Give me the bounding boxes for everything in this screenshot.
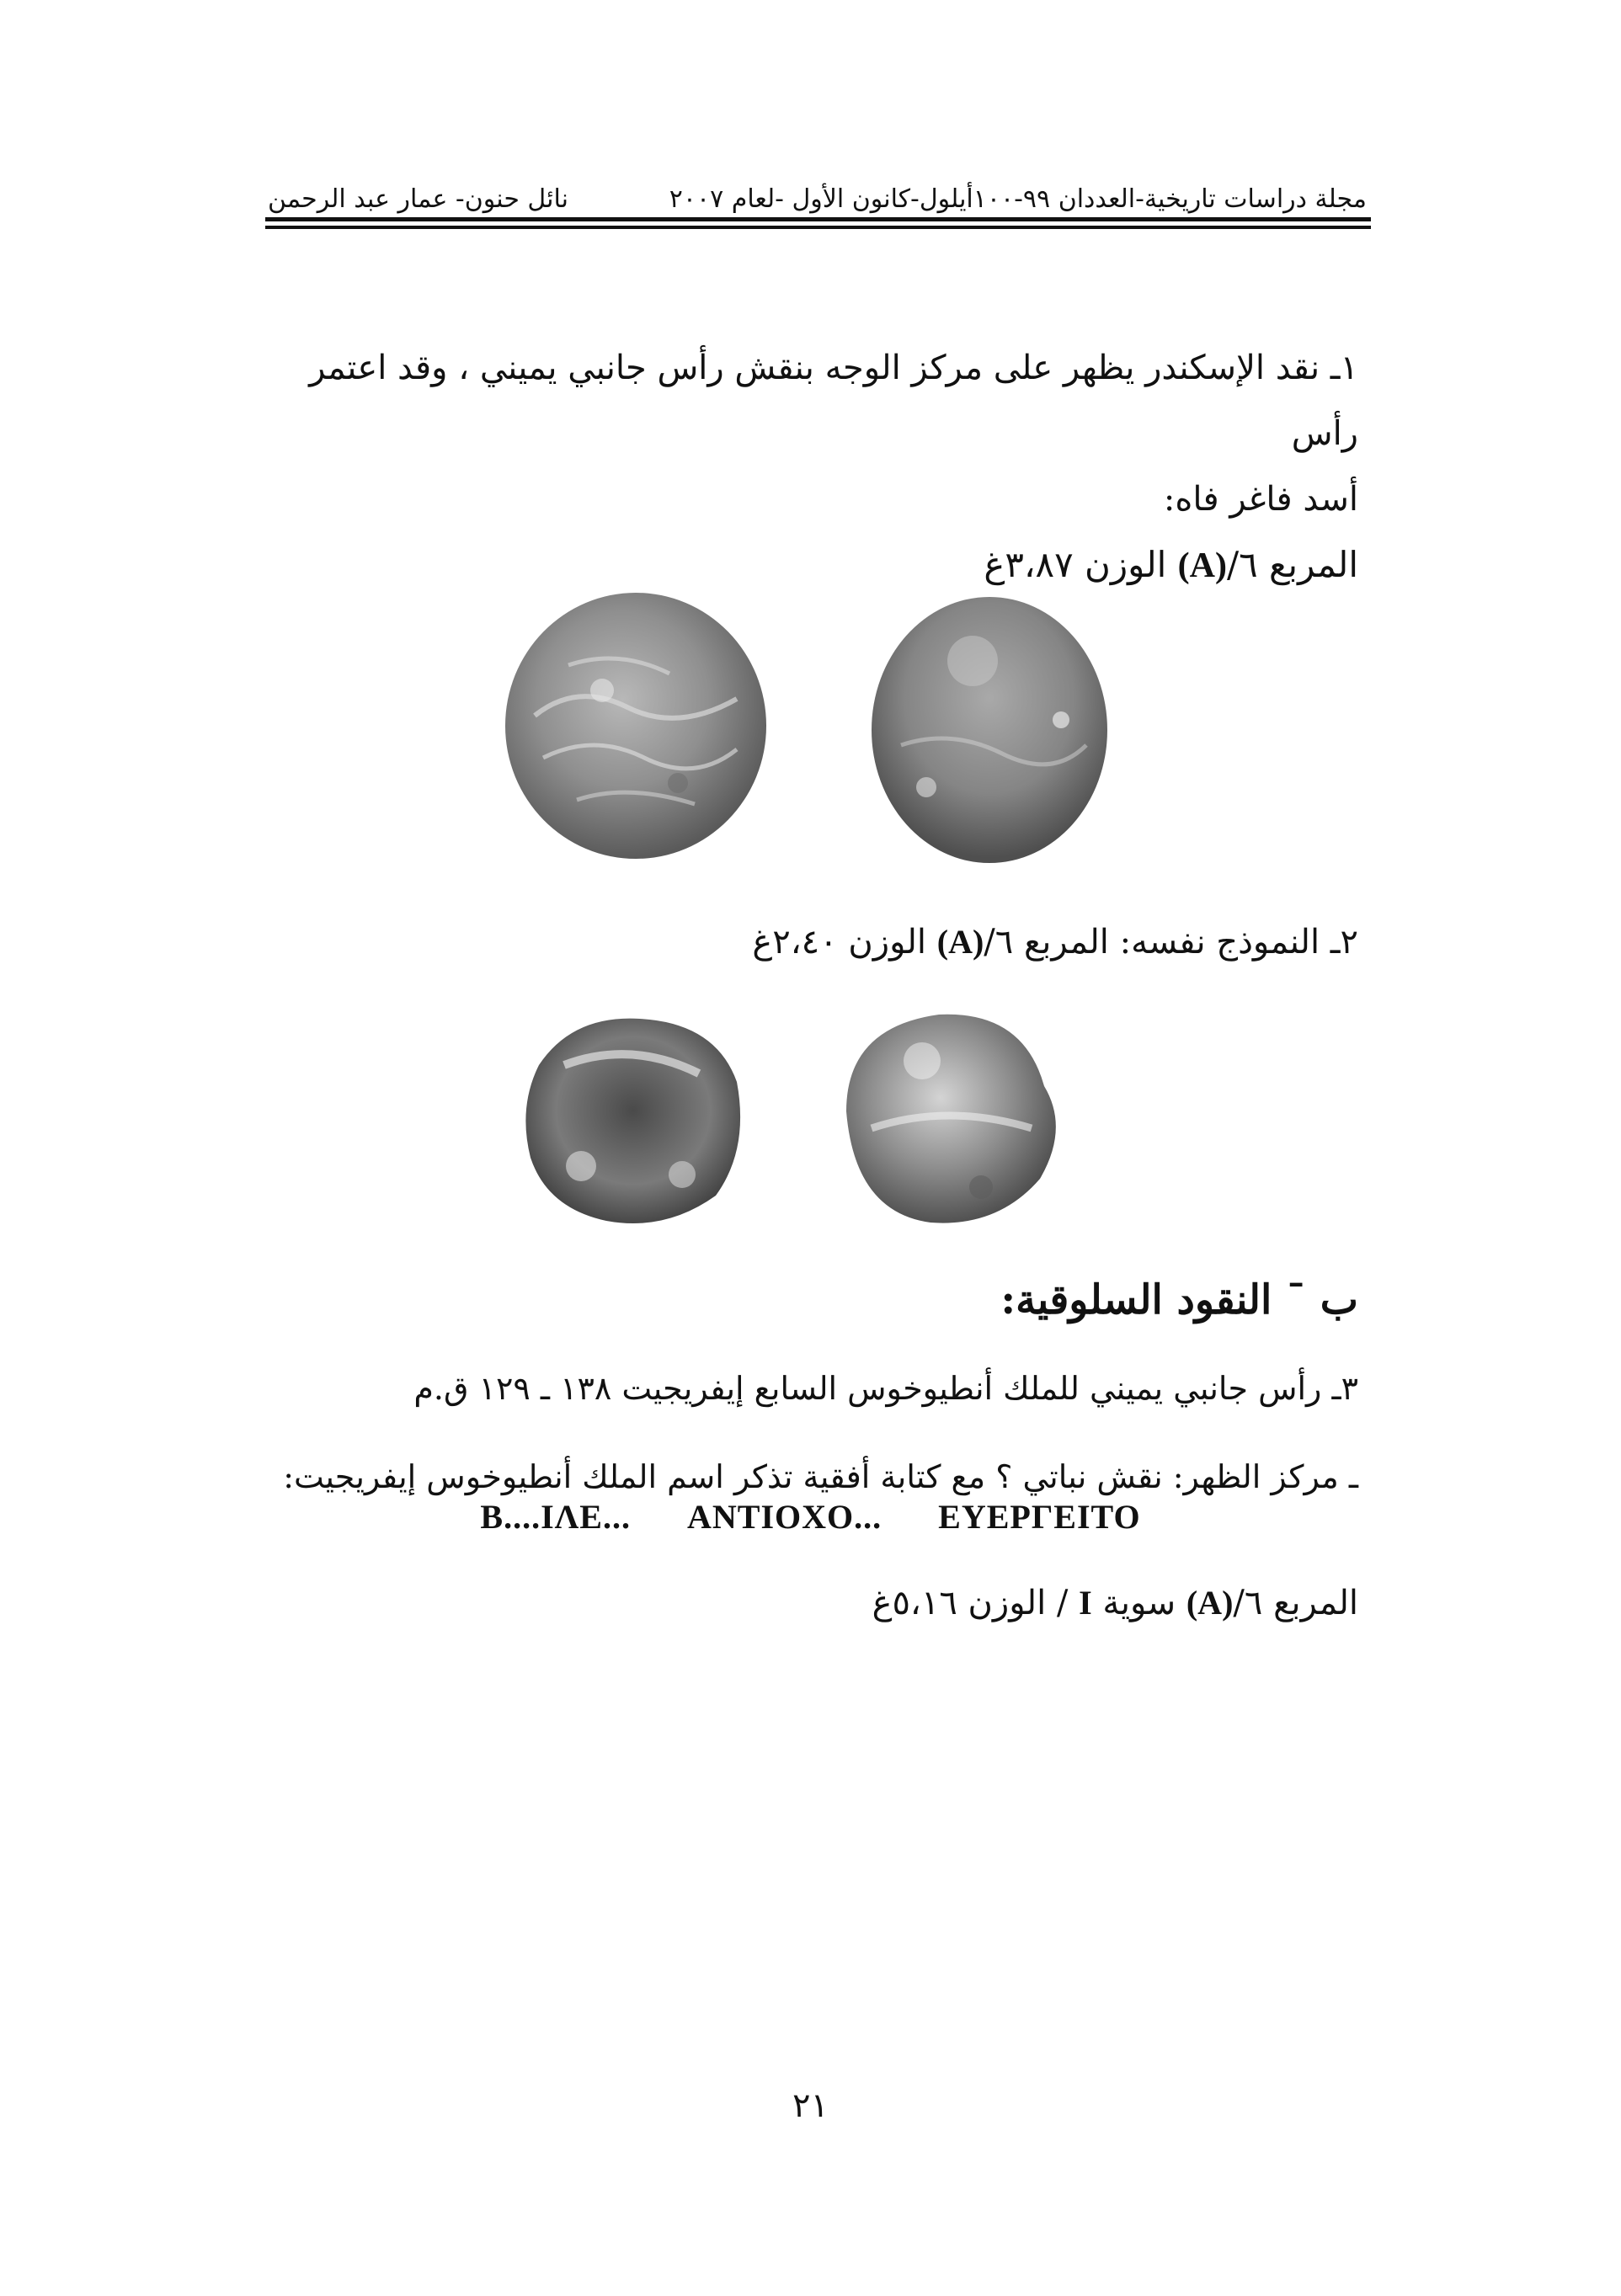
running-header bbox=[268, 175, 1367, 214]
item-1-reference bbox=[268, 532, 1358, 599]
item-3-reverse-description: ـ مركز الظهر: نقش نباتي ؟ مع كتابة أفقية تذكر اسم الملك أنطيوخوس إيفريجيت: bbox=[283, 1458, 1358, 1495]
item-3-level: I bbox=[1079, 1584, 1092, 1622]
header-rule-thin bbox=[265, 226, 1371, 229]
item-1-paragraph bbox=[268, 335, 1358, 599]
greek-word-2: ANTIOXO... bbox=[687, 1498, 882, 1536]
coin-1-reverse-image bbox=[867, 594, 1112, 867]
item-3-reference bbox=[268, 1570, 1358, 1636]
coin-1-obverse-image bbox=[501, 589, 771, 863]
header-rule-thick bbox=[265, 217, 1371, 221]
item-2-ref-code: (A) bbox=[936, 923, 984, 961]
item-3-ref-weight: / الوزن ٥،١٦غ bbox=[872, 1584, 1080, 1622]
journal-title: مجلة دراسات تاريخية-العددان ٩٩-١٠٠أيلول-كانون الأول -لعام ٢٠٠٧ bbox=[669, 184, 1367, 214]
greek-word-1: B....IΛE... bbox=[480, 1498, 631, 1536]
item-1-line-1: ١ـ نقد الإسكندر يظهر على مركز الوجه بنقش رأس جانبي يميني ، وقد اعتمر رأس bbox=[309, 349, 1358, 453]
item-1-ref-weight: الوزن ٣،٨٧غ bbox=[984, 544, 1178, 585]
coin-2-obverse-image bbox=[514, 1006, 749, 1233]
greek-inscription bbox=[0, 1497, 1621, 1537]
item-1-ref-code: (A) bbox=[1177, 546, 1227, 585]
section-b-heading: ب ¯ النقود السلوقية: bbox=[1000, 1276, 1358, 1324]
item-2-paragraph bbox=[268, 909, 1358, 975]
item-2-ref-weight: الوزن ٢،٤٠غ bbox=[752, 923, 937, 962]
page-number: ٢١ bbox=[792, 2086, 829, 2125]
coin-2-reverse-image bbox=[829, 1002, 1069, 1233]
header-authors: نائل حنون- عمار عبد الرحمن bbox=[268, 184, 568, 214]
greek-word-3: EYEPΓEITO bbox=[938, 1498, 1141, 1536]
item-1-line-2: أسد فاغر فاه: bbox=[1163, 480, 1358, 519]
item-1-ref-box: المربع ٦/ bbox=[1226, 544, 1358, 585]
item-3-ref-box: المربع ٦/ bbox=[1233, 1584, 1358, 1622]
item-3-paragraph: ٣ـ رأس جانبي يميني للملك أنطيوخوس السابع إيفريجيت ١٣٨ ـ ١٢٩ ق.م bbox=[413, 1370, 1358, 1407]
item-2-text: ٢ـ النموذج نفسه: المربع ٦/ bbox=[984, 923, 1358, 962]
item-3-ref-code: (A) bbox=[1186, 1584, 1234, 1622]
item-3-level-word: سوية bbox=[1091, 1584, 1186, 1622]
